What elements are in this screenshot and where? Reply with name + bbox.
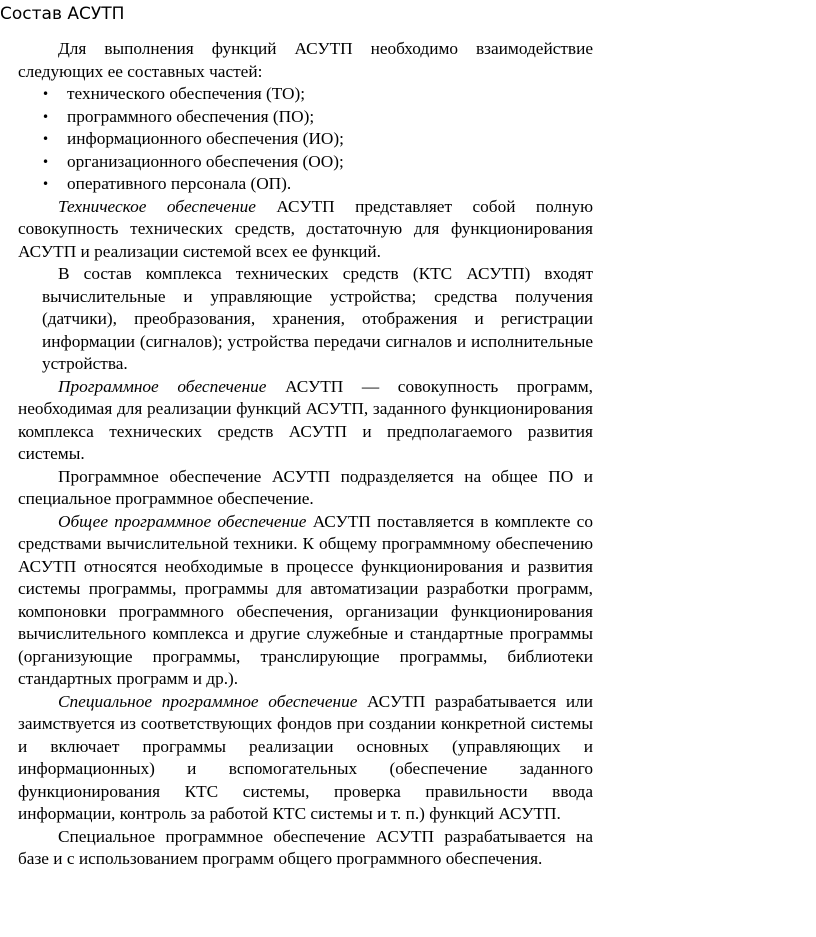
tech-term: Техническое обеспечение xyxy=(58,196,256,216)
software-paragraph xyxy=(18,376,593,466)
kts-paragraph: В состав комплекса технических средств (КТС АСУТП) входят вычислительные и управляющие устройства; средства получения (датчики), преобразования, хранения, отображения и регистрации информации (сигналов); устройства передачи сигналов и исполнительные устройства. xyxy=(42,264,593,373)
bullet-icon: • xyxy=(42,87,50,101)
special-paragraph xyxy=(18,691,593,826)
last-paragraph: Специальное программное обеспечение АСУТП разрабатывается на базе и с использованием программ общего программного обеспечения. xyxy=(18,826,593,868)
general-text: АСУТП поставляется в комплекте со средствами вычислительной техники. К общему программному обеспечению АСУТП относятся необходимые в процессе функционирования и развития системы программы, программы для автоматизации разработки программ, компоновки программного обеспечения, организации функционирования вычислительного комплекса и другие служебные и стандартные программы (организующие программы, транслирующие программы, библиотеки стандартных программ и др.). xyxy=(18,511,593,688)
bullet-icon: • xyxy=(42,132,50,146)
special-term: Специальное программное обеспечение xyxy=(58,691,358,711)
intro-paragraph: Для выполнения функций АСУТП необходимо взаимодействие следующих ее составных частей: xyxy=(18,39,593,81)
tech-paragraph xyxy=(18,196,593,264)
special-text: АСУТП разрабатывается или заимствуется из соответствующих фондов при создании конкретной системы и включает программы реализации основных (управляющих и информационных) и вспомогательных (обеспечение заданного функционирования КТС системы, проверка правильности ввода информации, контроль за работой КТС системы и т. п.) функций АСУТП. xyxy=(18,691,593,823)
general-paragraph xyxy=(18,511,593,691)
software-text: АСУТП — совокупность программ, необходимая для реализации функций АСУТП, заданного функционирования комплекса технических средств АСУТП и предполагаемого развития системы. xyxy=(18,376,593,463)
split-paragraph: Программное обеспечение АСУТП подразделяется на общее ПО и специальное программное обеспечение. xyxy=(18,466,593,508)
bullet-icon: • xyxy=(42,109,50,124)
page-title: Состав АСУТП xyxy=(0,4,125,24)
bullet-icon: • xyxy=(42,154,50,169)
general-term: Общее программное обеспечение xyxy=(58,511,307,531)
list-item: • организационного обеспечения (ОО); xyxy=(18,151,593,174)
tech-text: АСУТП представляет собой полную совокупность технических средств, достаточную для функционирования АСУТП и реализации системой всех ее функций. xyxy=(18,196,594,261)
list-item: • информационного обеспечения (ИО); xyxy=(18,128,593,151)
components-list xyxy=(18,83,593,196)
list-item: • технического обеспечения (ТО); xyxy=(18,83,593,106)
list-item: • оперативного персонала (ОП). xyxy=(18,173,593,196)
bullet-icon: • xyxy=(42,177,50,191)
software-term: Программное обеспечение xyxy=(58,376,267,396)
list-item: • программного обеспечения (ПО); xyxy=(18,106,593,129)
document-body xyxy=(18,38,593,871)
